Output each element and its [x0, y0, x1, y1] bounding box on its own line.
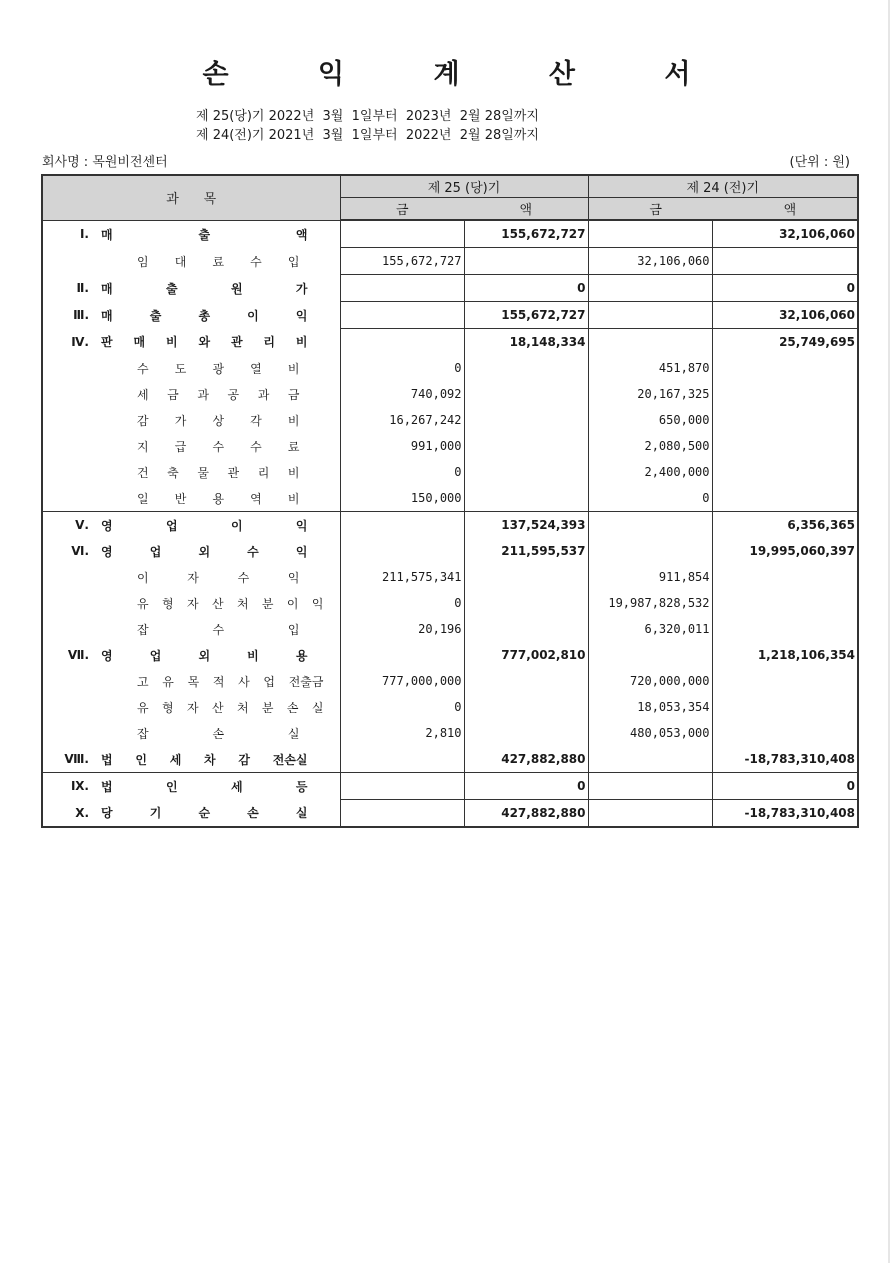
account-label-cell — [42, 220, 340, 248]
amount-p2 — [712, 668, 858, 694]
amount-c1 — [340, 746, 464, 773]
account-char: 매 — [101, 281, 113, 296]
period-current: 제 25(당)기 2022년 3월 1일부터 2023년 2월 28일까지 — [196, 109, 539, 124]
account-char: 과 — [197, 387, 209, 402]
account-char: 비 — [287, 465, 300, 480]
account-char: 세 — [137, 387, 149, 402]
account-char: 용 — [295, 648, 308, 663]
table-row — [42, 512, 858, 539]
account-char: 건 — [137, 465, 149, 480]
amount-p1: 18,053,354 — [588, 694, 712, 720]
table-row — [42, 538, 858, 564]
amount-p1 — [588, 642, 712, 668]
amount-p2: 1,218,106,354 — [712, 642, 858, 668]
amount-p1: 720,000,000 — [588, 668, 712, 694]
account-label-cell — [42, 642, 340, 668]
roman-numeral: Ⅰ. — [79, 227, 89, 241]
account-char: 와 — [198, 335, 211, 350]
amount-p1: 480,053,000 — [588, 720, 712, 746]
account-char: 업 — [263, 674, 275, 689]
account-char: 실 — [311, 700, 324, 715]
amount-c2 — [464, 616, 588, 642]
account-char: 상 — [212, 413, 225, 428]
account-char: 출 — [149, 308, 162, 323]
table-row — [42, 275, 858, 302]
account-label-cell — [42, 355, 340, 381]
amount-p2 — [712, 407, 858, 433]
account-char: 급 — [174, 439, 187, 454]
amount-p2: 19,995,060,397 — [712, 538, 858, 564]
amount-c2: 137,524,393 — [464, 512, 588, 539]
account-label-cell — [42, 616, 340, 642]
account-char: 수 — [247, 544, 259, 559]
header-prior-period: 제 24 (전)기 — [588, 175, 858, 198]
account-char: 이 — [137, 570, 149, 585]
account-char: 자 — [186, 596, 199, 611]
amount-p2 — [712, 485, 858, 512]
table-row — [42, 746, 858, 773]
amount-p2 — [712, 248, 858, 275]
table-row — [42, 433, 858, 459]
account-char: 비 — [295, 335, 308, 350]
account-char: 외 — [198, 648, 211, 663]
account-char: 형 — [161, 700, 174, 715]
amount-p2: -18,783,310,408 — [712, 746, 858, 773]
account-label-cell — [42, 407, 340, 433]
amount-p1 — [588, 329, 712, 356]
account-char: 수 — [212, 439, 225, 454]
period-prior: 제 24(전)기 2021년 3월 1일부터 2022년 2월 28일까지 — [196, 128, 539, 143]
table-row — [42, 590, 858, 616]
account-char: 비 — [287, 413, 300, 428]
page-edge-shadow — [888, 0, 890, 1263]
roman-numeral: Ⅱ. — [76, 281, 89, 295]
amount-c2: 155,672,727 — [464, 302, 588, 329]
account-char: 비 — [247, 648, 259, 663]
amount-c1: 20,196 — [340, 616, 464, 642]
account-char: 금 — [287, 387, 300, 402]
amount-c1 — [340, 642, 464, 668]
amount-p2: 25,749,695 — [712, 329, 858, 356]
amount-p1: 911,854 — [588, 564, 712, 590]
account-char: 과 — [257, 387, 270, 402]
account-char: 이 — [230, 518, 243, 533]
account-char: 유 — [137, 700, 149, 715]
amount-c2 — [464, 433, 588, 459]
amount-c1: 155,672,727 — [340, 248, 464, 275]
account-char: 매 — [133, 335, 146, 350]
amount-p1 — [588, 538, 712, 564]
table-row — [42, 407, 858, 433]
account-char: 법 — [101, 779, 113, 794]
amount-c2: 777,002,810 — [464, 642, 588, 668]
roman-numeral: Ⅶ. — [67, 648, 89, 662]
account-char: 반 — [174, 491, 187, 506]
account-char: 등 — [295, 779, 308, 794]
account-char: 익 — [295, 308, 308, 323]
account-char: 수 — [137, 361, 149, 376]
amount-p2 — [712, 459, 858, 485]
account-char: 감 — [238, 752, 250, 767]
account-label-cell — [42, 720, 340, 746]
account-label-cell — [42, 485, 340, 512]
amount-p1: 451,870 — [588, 355, 712, 381]
amount-c1: 16,267,242 — [340, 407, 464, 433]
account-char: 영 — [101, 544, 113, 559]
unit-label: (단위 : 원) — [789, 155, 850, 170]
table-row — [42, 485, 858, 512]
account-char: 원 — [230, 281, 243, 296]
table-row — [42, 800, 858, 828]
account-label-cell — [42, 668, 340, 694]
roman-numeral: Ⅳ. — [71, 334, 89, 349]
table-row — [42, 381, 858, 407]
amount-c1 — [340, 329, 464, 356]
account-char: 목 — [187, 674, 200, 689]
table-row — [42, 720, 858, 746]
account-char: 업 — [149, 544, 162, 559]
account-char: 물 — [197, 465, 209, 480]
account-char: 비 — [165, 335, 178, 350]
amount-c1 — [340, 275, 464, 302]
account-char: 도 — [174, 361, 187, 376]
amount-c2 — [464, 485, 588, 512]
amount-c2: 211,595,537 — [464, 538, 588, 564]
header-amount-left: 금 — [395, 203, 409, 218]
amount-c2 — [464, 248, 588, 275]
amount-c1: 0 — [340, 590, 464, 616]
amount-p1 — [588, 746, 712, 773]
amount-c1: 991,000 — [340, 433, 464, 459]
amount-c2 — [464, 694, 588, 720]
amount-p1: 650,000 — [588, 407, 712, 433]
account-char: 전출금 — [288, 674, 324, 689]
account-char: 처 — [236, 700, 249, 715]
account-char: 열 — [250, 361, 262, 376]
account-char: 입 — [287, 622, 300, 637]
amount-c1: 0 — [340, 459, 464, 485]
amount-p1: 6,320,011 — [588, 616, 712, 642]
amount-p2 — [712, 694, 858, 720]
table-row — [42, 220, 858, 248]
account-char: 료 — [212, 254, 225, 269]
account-char: 액 — [295, 227, 308, 242]
account-char: 인 — [165, 779, 178, 794]
amount-p1 — [588, 302, 712, 329]
amount-c2 — [464, 355, 588, 381]
account-char: 이 — [247, 308, 259, 323]
account-char: 손 — [212, 726, 225, 741]
account-label-cell — [42, 433, 340, 459]
account-char: 실 — [295, 806, 308, 821]
amount-c1 — [340, 512, 464, 539]
amount-p2: -18,783,310,408 — [712, 800, 858, 828]
amount-c1: 2,810 — [340, 720, 464, 746]
account-char: 총 — [198, 308, 211, 323]
amount-p1 — [588, 275, 712, 302]
company-name: 회사명 : 목원비전센터 — [42, 155, 168, 170]
account-char: 잡 — [137, 622, 149, 637]
amount-p1: 20,167,325 — [588, 381, 712, 407]
amount-p1 — [588, 773, 712, 800]
amount-p1: 19,987,828,532 — [588, 590, 712, 616]
amount-c2: 427,882,880 — [464, 746, 588, 773]
header-current-amount — [340, 198, 588, 221]
account-char: 적 — [212, 674, 225, 689]
account-char: 세 — [169, 752, 182, 767]
account-label-cell — [42, 800, 340, 828]
amount-p2 — [712, 720, 858, 746]
document-title: 손 익 계 산 서 — [202, 59, 731, 90]
account-char: 출 — [165, 281, 178, 296]
account-char: 외 — [198, 544, 211, 559]
account-char: 업 — [165, 518, 178, 533]
roman-numeral: Ⅸ. — [70, 779, 89, 794]
account-char: 업 — [149, 648, 162, 663]
amount-p2: 0 — [712, 275, 858, 302]
header-amount-right: 액 — [783, 203, 797, 218]
amount-c2 — [464, 407, 588, 433]
amount-p2 — [712, 616, 858, 642]
account-char: 처 — [236, 596, 249, 611]
account-char: 고 — [137, 674, 149, 689]
account-char: 자 — [186, 700, 199, 715]
amount-p2 — [712, 590, 858, 616]
account-char: 실 — [287, 726, 300, 741]
account-char: 익 — [287, 570, 300, 585]
amount-p1 — [588, 220, 712, 248]
amount-p2 — [712, 381, 858, 407]
account-char: 매 — [101, 227, 113, 242]
header-amount-right: 액 — [519, 203, 533, 218]
account-char: 비 — [287, 491, 300, 506]
account-label-cell — [42, 773, 340, 800]
roman-numeral: Ⅵ. — [71, 544, 89, 558]
account-char: 수 — [250, 439, 262, 454]
account-label-cell — [42, 329, 340, 356]
account-char: 산 — [211, 700, 224, 715]
roman-numeral: Ⅷ. — [64, 752, 89, 766]
account-label-cell — [42, 512, 340, 539]
header-current-period: 제 25 (당)기 — [340, 175, 588, 198]
account-char: 인 — [135, 752, 147, 767]
account-label-cell — [42, 564, 340, 590]
account-char: 유 — [137, 596, 149, 611]
account-char: 매 — [101, 308, 113, 323]
account-char: 축 — [167, 465, 179, 480]
account-label-cell — [42, 302, 340, 329]
amount-c2 — [464, 668, 588, 694]
amount-p1 — [588, 800, 712, 828]
account-char: 수 — [250, 254, 262, 269]
account-char: 산 — [211, 596, 224, 611]
amount-c2: 0 — [464, 773, 588, 800]
amount-p1 — [588, 512, 712, 539]
account-char: 자 — [187, 570, 199, 585]
account-char: 리 — [263, 335, 276, 350]
account-char: 영 — [101, 648, 113, 663]
table-row — [42, 459, 858, 485]
account-char: 수 — [237, 570, 250, 585]
table-row — [42, 668, 858, 694]
amount-p1: 0 — [588, 485, 712, 512]
amount-c2 — [464, 381, 588, 407]
header-prior-amount — [588, 198, 858, 221]
account-char: 사 — [238, 674, 250, 689]
amount-c1: 777,000,000 — [340, 668, 464, 694]
account-char: 전손실 — [272, 752, 308, 767]
statement-body — [42, 220, 858, 827]
account-char: 익 — [295, 544, 308, 559]
account-label-cell — [42, 694, 340, 720]
account-char: 용 — [212, 491, 225, 506]
table-row — [42, 329, 858, 356]
account-char: 익 — [311, 596, 324, 611]
account-label-cell — [42, 275, 340, 302]
table-row — [42, 248, 858, 275]
table-row — [42, 564, 858, 590]
account-char: 가 — [295, 281, 308, 296]
account-char: 판 — [101, 335, 113, 350]
account-char: 잡 — [137, 726, 149, 741]
account-char: 리 — [257, 465, 270, 480]
account-char: 금 — [167, 387, 179, 402]
amount-c1 — [340, 538, 464, 564]
account-char: 출 — [198, 227, 211, 242]
table-row — [42, 616, 858, 642]
account-char: 형 — [161, 596, 174, 611]
account-char: 차 — [204, 752, 216, 767]
account-char: 관 — [230, 335, 243, 350]
amount-c2 — [464, 459, 588, 485]
account-char: 비 — [287, 361, 300, 376]
table-row — [42, 642, 858, 668]
account-label-cell — [42, 746, 340, 773]
account-char: 유 — [162, 674, 174, 689]
amount-c2: 427,882,880 — [464, 800, 588, 828]
amount-c2: 155,672,727 — [464, 220, 588, 248]
income-statement-table — [41, 174, 859, 828]
amount-c2: 0 — [464, 275, 588, 302]
account-label-cell — [42, 538, 340, 564]
amount-c1 — [340, 302, 464, 329]
account-char: 손 — [286, 700, 299, 715]
account-label-cell — [42, 590, 340, 616]
account-char: 분 — [261, 700, 274, 715]
roman-numeral: Ⅹ. — [75, 805, 89, 820]
account-char: 세 — [230, 779, 243, 794]
amount-p2: 32,106,060 — [712, 302, 858, 329]
header-account: 과 목 — [42, 175, 340, 220]
account-char: 법 — [101, 752, 113, 767]
account-char: 분 — [261, 596, 274, 611]
amount-c1: 0 — [340, 355, 464, 381]
account-char: 당 — [101, 806, 113, 821]
account-label-cell — [42, 248, 340, 275]
account-char: 일 — [137, 491, 149, 506]
account-char: 광 — [212, 361, 225, 376]
account-char: 대 — [174, 254, 187, 269]
account-label-cell — [42, 381, 340, 407]
amount-c2: 18,148,334 — [464, 329, 588, 356]
amount-p1: 2,400,000 — [588, 459, 712, 485]
amount-p2: 0 — [712, 773, 858, 800]
amount-p2 — [712, 355, 858, 381]
amount-c1: 211,575,341 — [340, 564, 464, 590]
roman-numeral: Ⅲ. — [73, 308, 89, 322]
amount-p1: 32,106,060 — [588, 248, 712, 275]
account-char: 임 — [137, 254, 149, 269]
account-char: 익 — [295, 518, 308, 533]
account-char: 기 — [149, 806, 162, 821]
amount-c2 — [464, 564, 588, 590]
account-char: 료 — [287, 439, 300, 454]
account-char: 각 — [250, 413, 262, 428]
account-char: 지 — [137, 439, 149, 454]
roman-numeral: Ⅴ. — [75, 518, 89, 532]
account-char: 영 — [101, 518, 113, 533]
amount-c1 — [340, 773, 464, 800]
table-row — [42, 694, 858, 720]
amount-c1: 150,000 — [340, 485, 464, 512]
header-amount-left: 금 — [649, 203, 662, 218]
account-char: 관 — [227, 465, 240, 480]
table-row — [42, 302, 858, 329]
account-char: 이 — [286, 596, 299, 611]
amount-c1 — [340, 220, 464, 248]
account-char: 손 — [247, 806, 259, 821]
account-char: 입 — [287, 254, 300, 269]
account-char: 역 — [250, 491, 262, 506]
account-char: 감 — [137, 413, 149, 428]
amount-p2: 6,356,365 — [712, 512, 858, 539]
amount-p2: 32,106,060 — [712, 220, 858, 248]
account-char: 수 — [212, 622, 225, 637]
table-row — [42, 355, 858, 381]
amount-p2 — [712, 564, 858, 590]
amount-p2 — [712, 433, 858, 459]
amount-c2 — [464, 720, 588, 746]
amount-c1: 740,092 — [340, 381, 464, 407]
amount-c1 — [340, 800, 464, 828]
account-char: 순 — [198, 806, 211, 821]
amount-c1: 0 — [340, 694, 464, 720]
table-row — [42, 773, 858, 800]
account-char: 가 — [174, 413, 187, 428]
amount-c2 — [464, 590, 588, 616]
account-char: 공 — [227, 387, 240, 402]
amount-p1: 2,080,500 — [588, 433, 712, 459]
account-label-cell — [42, 459, 340, 485]
